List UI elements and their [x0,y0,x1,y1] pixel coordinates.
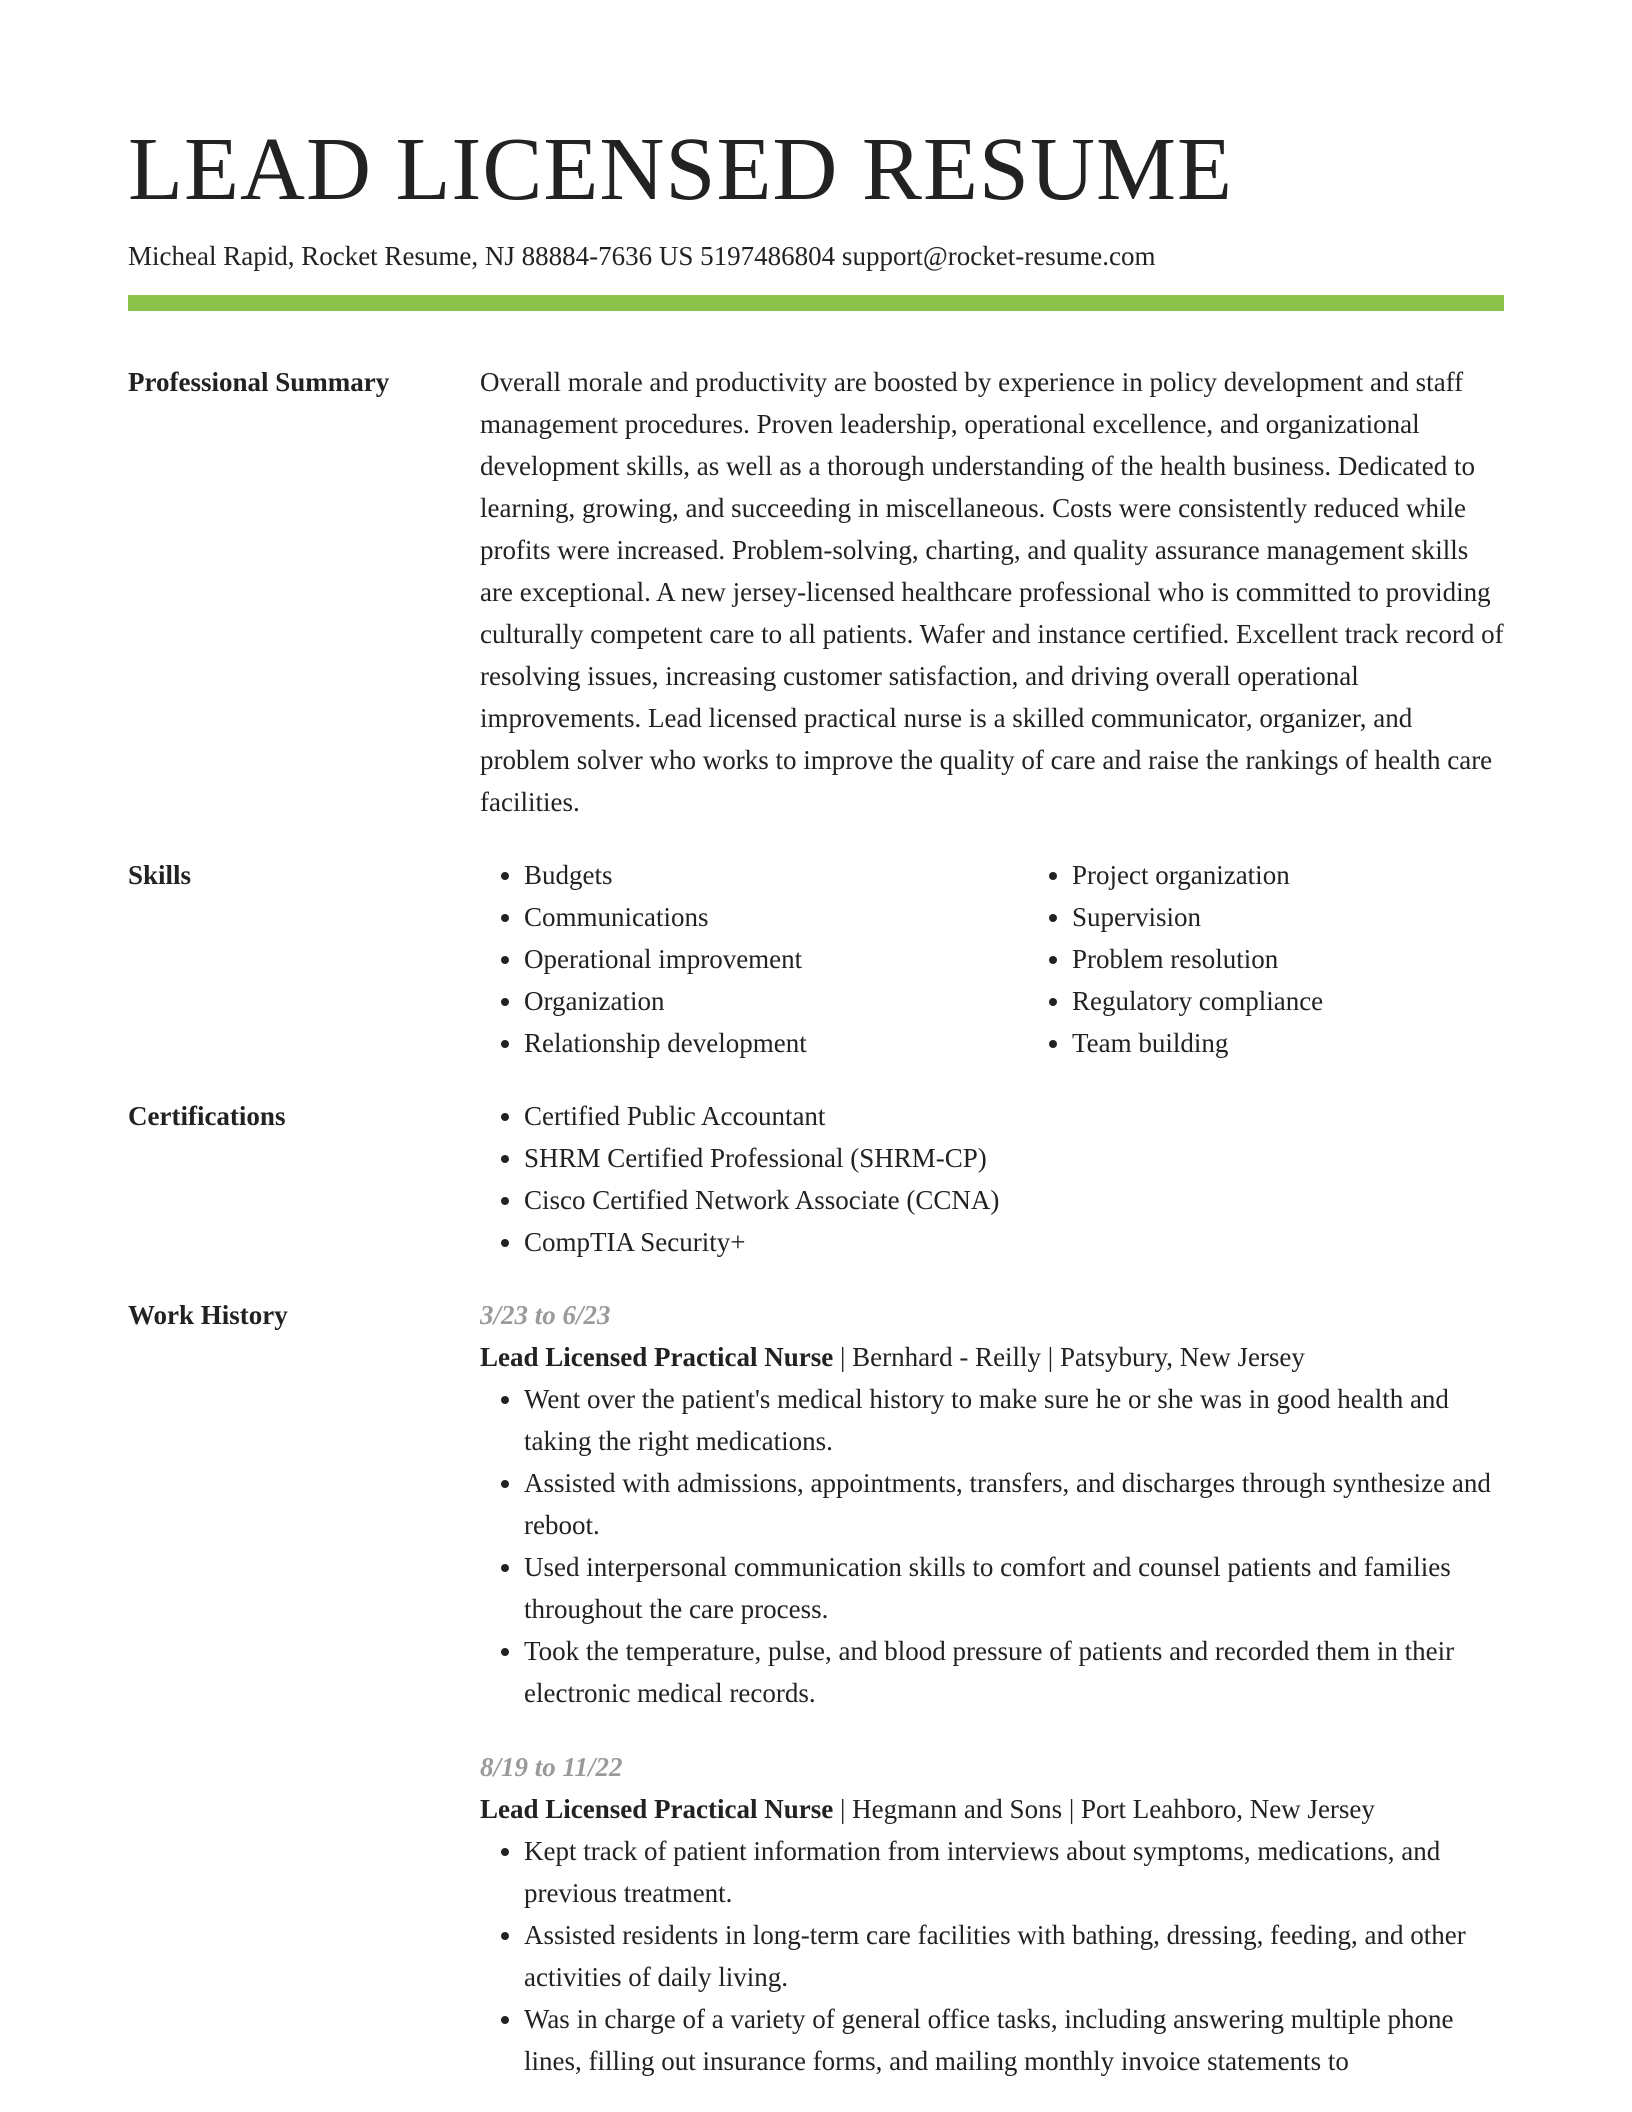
certifications-section [128,1095,1504,1263]
skill-item: • Budgets [524,854,1028,896]
skill-item: • Problem resolution [1072,938,1576,980]
skill-item: • Team building [1072,1022,1576,1064]
skills-columns [480,854,1576,1064]
certification-item: • SHRM Certified Professional (SHRM-CP) [524,1137,1504,1179]
job-duty: • Went over the patient's medical history to make sure he or she was in good health and taking the right medications. [524,1378,1504,1462]
job-duty: • Took the temperature, pulse, and blood pressure of patients and recorded them in their electronic medical records. [524,1630,1504,1714]
job-dates: 3/23 to 6/23 [480,1300,611,1330]
job-heading [480,1788,1504,1830]
skills-section [128,854,1504,1064]
job-duty: • Kept track of patient information from interviews about symptoms, medications, and previous treatment. [524,1830,1504,1914]
job-duty: • Assisted with admissions, appointments, transfers, and discharges through synthesize and reboot. [524,1462,1504,1546]
job-duty: • Assisted residents in long-term care facilities with bathing, dressing, feeding, and other activities of daily living. [524,1914,1504,1998]
job-dates: 8/19 to 11/22 [480,1752,623,1782]
job-employer-location: | Hegmann and Sons | Port Leahboro, New Jersey [833,1794,1375,1824]
accent-divider [128,295,1504,311]
certification-item: • Certified Public Accountant [524,1095,1504,1137]
certification-item: • Cisco Certified Network Associate (CCNA) [524,1179,1504,1221]
job-duties-list [480,1378,1504,1714]
contact-line: Micheal Rapid, Rocket Resume, NJ 88884-7636 US 5197486804 support@rocket-resume.com [128,241,1156,271]
job-duty: • Was in charge of a variety of general office tasks, including answering multiple phone lines, filling out insurance forms, and mailing monthly invoice statements to [524,1998,1504,2082]
skills-heading: Skills [128,860,192,890]
skills-list-right [1028,854,1576,1064]
summary-section [128,361,1504,823]
skill-item: • Relationship development [524,1022,1028,1064]
work-history-section [128,1294,1504,2082]
job-duties-list [480,1830,1504,2082]
skill-item: • Regulatory compliance [1072,980,1576,1022]
skill-item: • Communications [524,896,1028,938]
summary-text: Overall morale and productivity are boosted by experience in policy development and staff management procedures. Proven leadership, operational excellence, and organizational development skills, as well as a thorough understanding of the health business. Dedicated to learning, growing, and succeeding in miscellaneous. Costs were consistently reduced while profits were increased. Problem-solving, charting, and quality assurance management skills are exceptional. A new jersey-licensed healthcare professional who is committed to providing culturally competent care to all patients. Wafer and instance certified. Excellent track record of resolving issues, increasing customer satisfaction, and driving overall operational improvements. Lead licensed practical nurse is a skilled communicator, organizer, and problem solver who works to improve the quality of care and raise the rankings of health care facilities. [480,367,1504,817]
job-entry [480,1294,1504,1714]
job-title: Lead Licensed Practical Nurse [480,1342,834,1372]
skill-item: • Supervision [1072,896,1576,938]
skill-item: • Project organization [1072,854,1576,896]
job-heading [480,1336,1504,1378]
certification-item: • CompTIA Security+ [524,1221,1504,1263]
skill-item: • Operational improvement [524,938,1028,980]
work-history-heading: Work History [128,1300,288,1330]
summary-heading: Professional Summary [128,367,390,397]
skill-item: • Organization [524,980,1028,1022]
work-history-entries [480,1294,1504,2082]
job-title: Lead Licensed Practical Nurse [480,1794,834,1824]
job-employer-location: | Bernhard - Reilly | Patsybury, New Jersey [833,1342,1305,1372]
job-duty: • Used interpersonal communication skills to comfort and counsel patients and families throughout the care process. [524,1546,1504,1630]
job-entry [480,1746,1504,2082]
resume-title: LEAD LICENSED RESUME [128,120,1233,219]
skills-list-left [480,854,1028,1064]
certifications-list [480,1095,1504,1263]
certifications-heading: Certifications [128,1101,286,1131]
